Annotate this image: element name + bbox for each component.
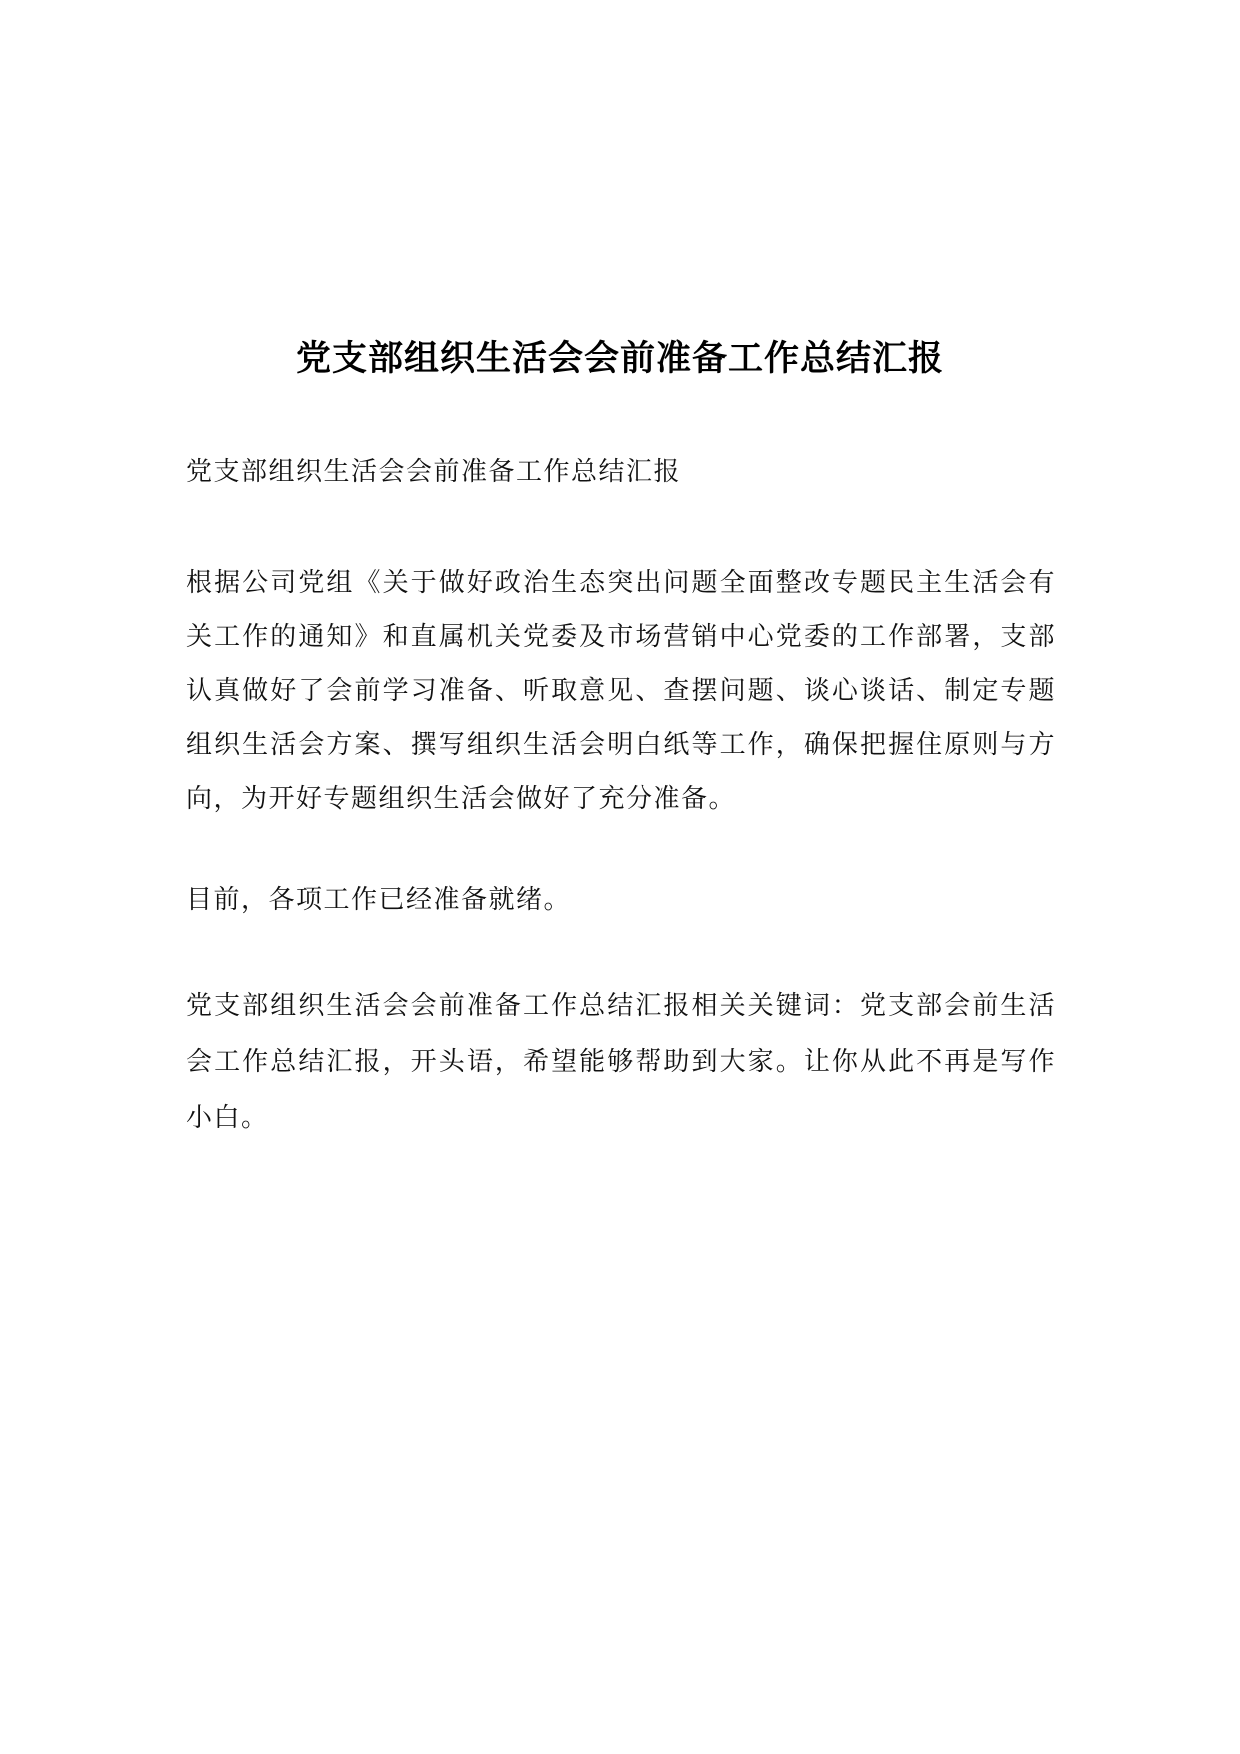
body-paragraph-2: 目前，各项工作已经准备就绪。 [186,885,572,915]
subtitle-paragraph: 党支部组织生活会会前准备工作总结汇报 [186,457,682,487]
body-paragraph-1: 根据公司党组《关于做好政治生态突出问题全面整改专题民主生活会有关工作的通知》和直属机关党委及市场营销中心党委的工作部署，支部认真做好了会前学习准备、听取意见、查摆问题、谈心谈话、制定专题组织生活会方案、撰写组织生活会明白纸等工作，确保把握住原则与方向，为开好专题组织生活会做好了充分准备。 [186,568,1056,814]
keywords-paragraph: 党支部组织生活会会前准备工作总结汇报相关关键词：党支部会前生活会工作总结汇报，开头语，希望能够帮助到大家。让你从此不再是写作小白。 [186,991,1056,1133]
document-title: 党支部组织生活会会前准备工作总结汇报 [295,338,944,379]
